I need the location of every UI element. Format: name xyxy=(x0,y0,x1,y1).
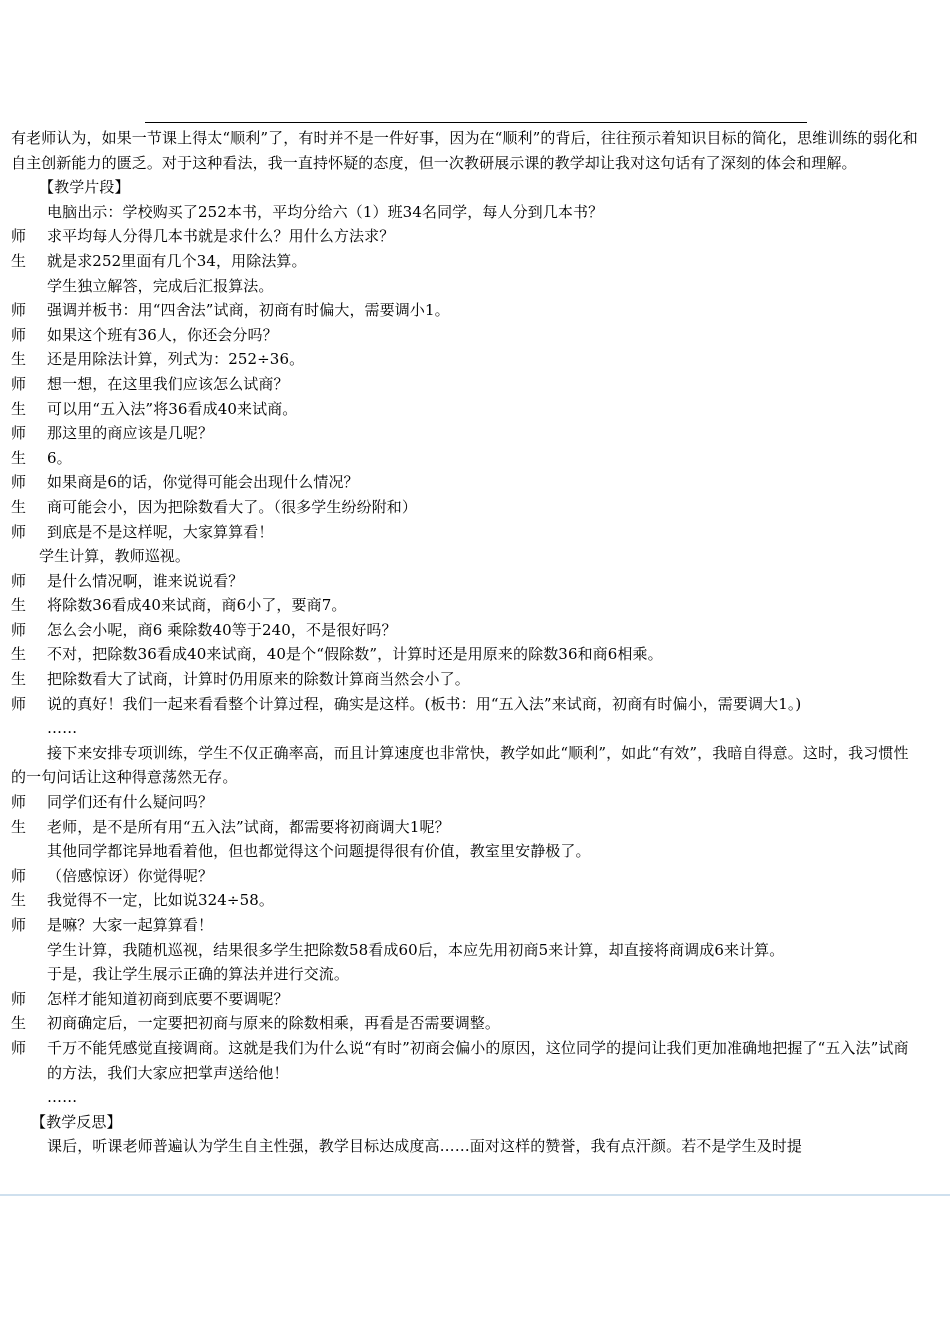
dialog-text: 怎样才能知道初商到底要不要调呢？ xyxy=(47,989,289,1008)
dialog-line xyxy=(11,421,923,446)
speaker-label: 生 xyxy=(11,497,27,516)
speaker-label: 生 xyxy=(11,645,27,664)
dialog-line xyxy=(11,864,923,889)
speaker-label: 生 xyxy=(11,251,27,270)
dialog-line xyxy=(11,815,923,840)
dialog-text: 强调并板书：用“四舍法”试商，初商有时偏大，需要调小1。 xyxy=(47,301,450,320)
dialog-line xyxy=(11,987,923,1012)
narration: 学生计算，教师巡视。 xyxy=(39,547,191,566)
dialog-line xyxy=(11,569,923,594)
speaker-label: 师 xyxy=(11,325,27,344)
narration: 于是，我让学生展示正确的算法并进行交流。 xyxy=(47,965,350,984)
dialog-text: 是什么情况啊，谁来说说看？ xyxy=(47,571,244,590)
speaker-label: 师 xyxy=(11,694,27,713)
footer-rule xyxy=(0,1194,950,1196)
dialog-text: 同学们还有什么疑问吗？ xyxy=(47,793,214,812)
dialog-line xyxy=(11,667,923,692)
dialog-line xyxy=(11,642,923,667)
dialog-text: 我觉得不一定，比如说324÷58。 xyxy=(47,891,274,910)
dialog-text: 还是用除法计算，列式为：252÷36。 xyxy=(47,350,305,369)
dialog-text: 那这里的商应该是几呢？ xyxy=(47,424,214,443)
speaker-label: 师 xyxy=(11,989,27,1008)
speaker-label: 师 xyxy=(11,522,27,541)
dialog-line xyxy=(11,249,923,274)
dialog-text: 到底是不是这样呢，大家算算看！ xyxy=(47,522,274,541)
speaker-label: 师 xyxy=(11,473,27,492)
dialog-line xyxy=(11,446,923,471)
dialog-line xyxy=(11,470,923,495)
speaker-label: 生 xyxy=(11,891,27,910)
speaker-label: 师 xyxy=(11,227,27,246)
speaker-label: 师 xyxy=(11,424,27,443)
speaker-label: 生 xyxy=(11,448,27,467)
dialog-text: 怎么会小呢，商6 乘除数40等于240，不是很好吗？ xyxy=(47,620,397,639)
speaker-label: 师 xyxy=(11,866,27,885)
dialog-line xyxy=(11,593,923,618)
dialog-text: 是嘛？大家一起算算看！ xyxy=(47,916,214,934)
dialog-text: （倍感惊讶）你觉得呢？ xyxy=(47,866,214,885)
speaker-label: 师 xyxy=(11,1038,27,1057)
dialog-text: 把除数看大了试商，计算时仍用原来的除数计算商当然会小了。 xyxy=(47,670,470,689)
dialog-line xyxy=(11,1036,923,1085)
narration: 接下来安排专项训练，学生不仅正确率高，而且计算速度也非常快，教学如此“顺利”，如此“有效”，我暗自得意。这时，我习惯性的一句问话让这种得意荡然无存。 xyxy=(11,743,909,787)
dialog-text: 可以用“五入法”将36看成40来试商。 xyxy=(47,399,298,418)
dialog-line xyxy=(11,347,923,372)
dialog-text: 将除数36看成40来试商，商6小了，要商7。 xyxy=(47,596,347,615)
speaker-label: 师 xyxy=(11,620,27,639)
dialog-text: 如果这个班有36人，你还会分吗？ xyxy=(47,325,278,344)
section-heading-teaching-excerpt: 【教学片段】 xyxy=(39,178,130,197)
dialog-line xyxy=(11,495,923,520)
narration: 学生计算，我随机巡视，结果很多学生把除数58看成60后，本应先用初商5来计算，却直接将商调成6来计算。 xyxy=(47,940,785,959)
speaker-label: 生 xyxy=(11,399,27,418)
dialog-line xyxy=(11,618,923,643)
dialog-line xyxy=(11,372,923,397)
dialog-text: 不对，把除数36看成40来试商，40是个“假除数”，计算时还是用原来的除数36和商6相乘。 xyxy=(47,645,663,664)
dialog-line xyxy=(11,323,923,348)
dialog-text: 商可能会小，因为把除数看大了。（很多学生纷纷附和） xyxy=(47,497,418,516)
dialog-text: 千万不能凭感觉直接调商。这就是我们为什么说“有时”初商会偏小的原因，这位同学的提问让我们更加准确地把握了“五入法”试商的方法，我们大家应把掌声送给他！ xyxy=(47,1038,909,1082)
ellipsis: …… xyxy=(47,719,78,738)
dialog-line xyxy=(11,520,923,545)
speaker-label: 师 xyxy=(11,571,27,590)
intro-paragraph: 有老师认为，如果一节课上得太“顺利”了，有时并不是一件好事，因为在“顺利”的背后，往往预示着知识目标的简化，思维训练的弱化和自主创新能力的匮乏。对于这种看法，我一直持怀疑的态度，但一次教研展示课的教学却让我对这句话有了深刻的体会和理解。 xyxy=(11,129,918,172)
computer-display-problem: 电脑出示：学校购买了252本书，平均分给六（1）班34名同学，每人分到几本书？ xyxy=(47,202,604,221)
reflection-paragraph: 课后，听课老师普遍认为学生自主性强，教学目标达成度高……面对这样的赞誉，我有点汗颜。若不是学生及时提 xyxy=(47,1137,803,1156)
dialog-text: 如果商是6的话，你觉得可能会出现什么情况？ xyxy=(47,473,359,492)
dialog-text: 说的真好！我们一起来看看整个计算过程，确实是这样。(板书：用“五入法”来试商，初商有时偏小，需要调大1。) xyxy=(47,694,802,713)
dialog-line xyxy=(11,790,923,815)
dialog-line xyxy=(11,397,923,422)
speaker-label: 师 xyxy=(11,793,27,812)
speaker-label: 师 xyxy=(11,916,27,934)
speaker-label: 生 xyxy=(11,350,27,369)
speaker-label: 师 xyxy=(11,301,27,320)
dialog-text: 6。 xyxy=(47,448,72,467)
dialog-line xyxy=(11,692,923,717)
speaker-label: 生 xyxy=(11,596,27,615)
dialog-text: 就是求252里面有几个34，用除法算。 xyxy=(47,251,307,270)
document-body xyxy=(11,126,923,1159)
speaker-label: 生 xyxy=(11,817,27,836)
speaker-label: 师 xyxy=(11,374,27,393)
dialog-line xyxy=(11,298,923,323)
section-heading-teaching-reflection: 【教学反思】 xyxy=(31,1112,122,1131)
ellipsis: …… xyxy=(47,1088,78,1107)
narration: 学生独立解答，完成后汇报算法。 xyxy=(47,276,274,295)
dialog-line xyxy=(11,224,923,249)
header-rule xyxy=(145,122,807,123)
speaker-label: 生 xyxy=(11,670,27,689)
dialog-text: 老师，是不是所有用“五入法”试商，都需要将初商调大1呢？ xyxy=(47,817,450,836)
dialog-text: 想一想，在这里我们应该怎么试商？ xyxy=(47,374,289,393)
dialog-text: 求平均每人分得几本书就是求什么？用什么方法求？ xyxy=(47,227,395,246)
dialog-line xyxy=(11,913,923,938)
speaker-label: 生 xyxy=(11,1014,27,1033)
dialog-line xyxy=(11,888,923,913)
narration: 其他同学都诧异地看着他，但也都觉得这个问题提得很有价值，教室里安静极了。 xyxy=(47,842,591,861)
dialog-text: 初商确定后，一定要把初商与原来的除数相乘，再看是否需要调整。 xyxy=(47,1014,501,1033)
dialog-line xyxy=(11,1011,923,1036)
